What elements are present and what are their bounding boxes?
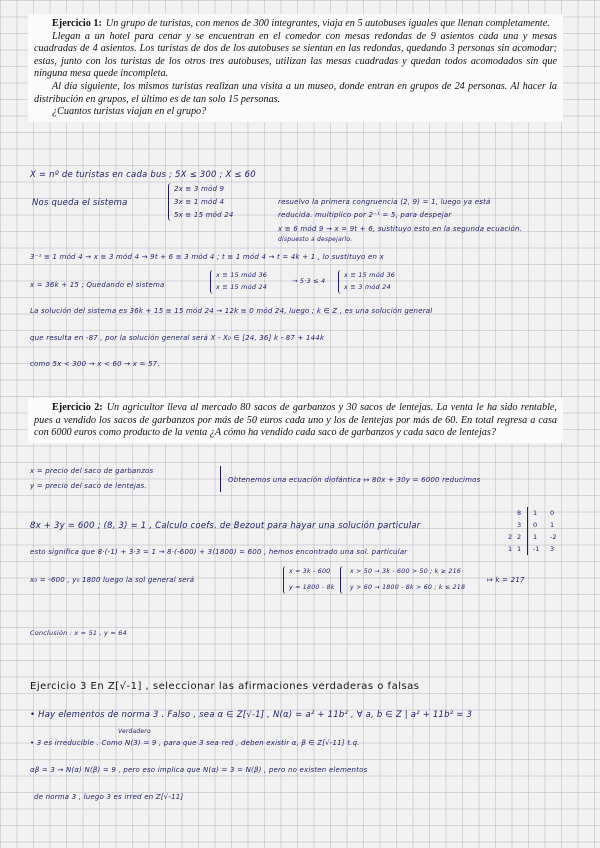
- sol1-line-1: X = nº de turistas en cada bus ; 5X ≤ 300 ; X ≤ 60: [30, 170, 256, 180]
- bezout-cell: 0: [533, 521, 538, 529]
- bezout-cell: 1: [533, 533, 538, 541]
- sol1-side-2: reducida. multiplico por 2⁻¹ = 5, para despejar: [278, 211, 452, 219]
- sol1-sys2-1: x ≡ 15 mód 36: [216, 271, 268, 279]
- sol2-separator: [220, 466, 221, 492]
- sol2-conclusion: Conclusión : x = 51 , y = 64: [30, 629, 127, 637]
- sol2-brace: [283, 566, 288, 594]
- system-brace: [168, 183, 173, 221]
- sol1-sys3-1: x ≡ 15 mód 36: [344, 271, 396, 279]
- exercise-1-p4: ¿Cuantos turistas viajan en el grupo?: [52, 106, 207, 118]
- sol2-brace-2: [340, 566, 345, 594]
- system-brace-3: [338, 270, 343, 294]
- system-brace-2: [210, 270, 215, 294]
- exercise-3-line-3: αβ = 3 → N(α) N(β) = 9 , pero eso implica que N(α) = 3 = N(β) , pero no existen elementos: [30, 766, 368, 774]
- sol2-def-1: x = precio del saco de garbanzos: [30, 467, 154, 475]
- exercise-3-note: Verdadero: [118, 728, 151, 735]
- sol1-sys2-2: x ≡ 15 mód 24: [216, 283, 268, 291]
- bezout-cell: -2: [550, 533, 557, 541]
- exercise-3-bullet-2: • 3 es irreducible . Como N(3) = 9 , para que 3 sea red , deben existir α, β ∈ Z[√-11] t.q.: [30, 739, 360, 747]
- sol2-sys-2: y = 1800 - 8k: [289, 584, 335, 591]
- sol1-sys3-2: x ≡ 3 mód 24: [344, 283, 391, 291]
- sol1-line-2: Nos queda el sistema: [32, 198, 128, 208]
- bezout-cell: 1: [517, 545, 522, 553]
- exercise-1-p1: Un grupo de turistas, con menos de 300 integrantes, viaja en 5 autobuses iguales que llenan completamente.: [105, 18, 550, 29]
- sol1-side-3: x ≡ 6 mód 9 → x = 9t + 6, sustituyo esto en la segunda ecuación.: [278, 225, 523, 233]
- bezout-cell: 8: [517, 509, 522, 517]
- sol2-line-2: 8x + 3y = 600 ; (8, 3) = 1 , Calculo coefs. de Bezout para hayar una solución particular: [30, 521, 421, 531]
- bezout-cell: 1: [533, 509, 538, 517]
- bezout-cell: 0: [550, 509, 555, 517]
- exercise-1-statement: [28, 14, 563, 122]
- bezout-cell: 1: [550, 521, 555, 529]
- bezout-cell: 1: [508, 545, 513, 553]
- sol1-sys-3: 5x ≡ 15 mód 24: [174, 211, 234, 219]
- bezout-cell: 3: [517, 521, 522, 529]
- sol1-line-7: como 5x < 300 → x < 60 → x = 57.: [30, 360, 160, 368]
- sol2-line-4: x₀ = -600 , y₀ 1800 luego la sol general será: [30, 576, 195, 584]
- bezout-cell: -1: [533, 545, 540, 553]
- bezout-cell: 2: [517, 533, 522, 541]
- sol1-sys-2: 3x ≡ 1 mód 4: [174, 198, 225, 206]
- exercise-2-text: Un agricultor lleva al mercado 80 sacos de garbanzos y 30 sacos de lentejas. La venta le ha sido rentable, pues a vendido los sacos de garbanzos por más de 50 euros cada uno y los de lentejas por más de 60. En total regresa a casa con 6000 euros como producto de la venta ¿A cómo ha vendido cada saco de garbanzos y cada saco de lentejas?: [34, 402, 557, 439]
- sol1-side-1: resuelvo la primera congruencia (2, 9) = 1, luego ya está: [278, 198, 491, 206]
- sol2-def-2: y = precio del saco de lentejas.: [30, 482, 147, 490]
- exercise-3-line-4: de norma 3 , luego 3 es irred en Z[√-11]: [34, 793, 184, 801]
- exercise-1-p3: Al día siguiente, los mismos turistas realizan una visita a un museo, donde entran en grupos de 24 personas. Al hacer la distribución en grupos, el último es de tan solo 15 personas.: [34, 80, 557, 105]
- sol2-line-3: esto significa que 8·(-1) + 3·3 = 1 → 8·(-600) + 3(1800) = 600 , hemos encontrado una sol. particular: [30, 548, 408, 556]
- sol1-line-5: La solución del sistema es 36k + 15 ≡ 15 mód 24 → 12k ≡ 0 mód 24, luego ; k ∈ Z , es una solución general: [30, 307, 433, 315]
- bezout-cell: 3: [550, 545, 555, 553]
- sol2-equation: Obtenemos una ecuación diofántica ↦ 80x + 30y = 6000 reducimos: [228, 476, 481, 484]
- sol1-side-4: dispuesto a despejarlo.: [278, 236, 353, 243]
- exercise-3-title: Ejercicio 3 En Z[√-1] , seleccionar las afirmaciones verdaderas o falsas: [30, 681, 420, 692]
- sol1-line-3: 3⁻¹ ≡ 1 mód 4 → x ≡ 3 mód 4 → 9t + 6 ≡ 3 mód 4 ; t ≡ 1 mód 4 → t = 4k + 1 , lo sustituyo en x: [30, 253, 384, 261]
- sol2-result: ↦ k = 217: [487, 576, 525, 584]
- sol2-cond-2: y > 60 → 1800 - 8k > 60 ; k ≤ 218: [350, 584, 466, 591]
- exercise-1-p2: Llegan a un hotel para cenar y se encuentran en el comedor con mesas redondas de 9 asientos cada una y mesas cuadradas de 4 asientos. Los turistas de dos de los autobuses se sientan en las redondas, quedando 3 personas sin acomodar; estas, junto con los turistas de los otros tres autobuses, utilizan las mesas cuadradas y quedan todos acomodados sin que ninguna mesa quede incompleta.: [34, 30, 557, 80]
- sol2-sys-1: x = 3k - 600: [289, 568, 331, 575]
- exercise-2-statement: [28, 398, 563, 443]
- sol1-arrow: → 5·3 ≤ 4: [292, 277, 326, 285]
- sol2-cond-1: x > 50 → 3k - 600 > 50 ; k ≥ 216: [350, 568, 462, 575]
- exercise-2-label: Ejercicio 2:: [52, 402, 103, 413]
- bezout-divider: [527, 507, 528, 555]
- bezout-cell: 2: [508, 533, 513, 541]
- exercise-1-label: Ejercicio 1:: [52, 18, 102, 29]
- sol1-line-6: que resulta en -87 , por la solución general será X - X₀ ∈ [24, 36] k - 87 + 144k: [30, 334, 325, 342]
- exercise-3-bullet-1: • Hay elementos de norma 3 . Falso , sea α ∈ Z[√-1] , N(α) = a² + 11b² , ∀ a, b ∈ Z | a² + 11b² = 3: [30, 710, 473, 720]
- sol1-line-4: x = 36k + 15 ; Quedando el sistema: [30, 281, 165, 289]
- sol1-sys-1: 2x ≡ 3 mód 9: [174, 185, 225, 193]
